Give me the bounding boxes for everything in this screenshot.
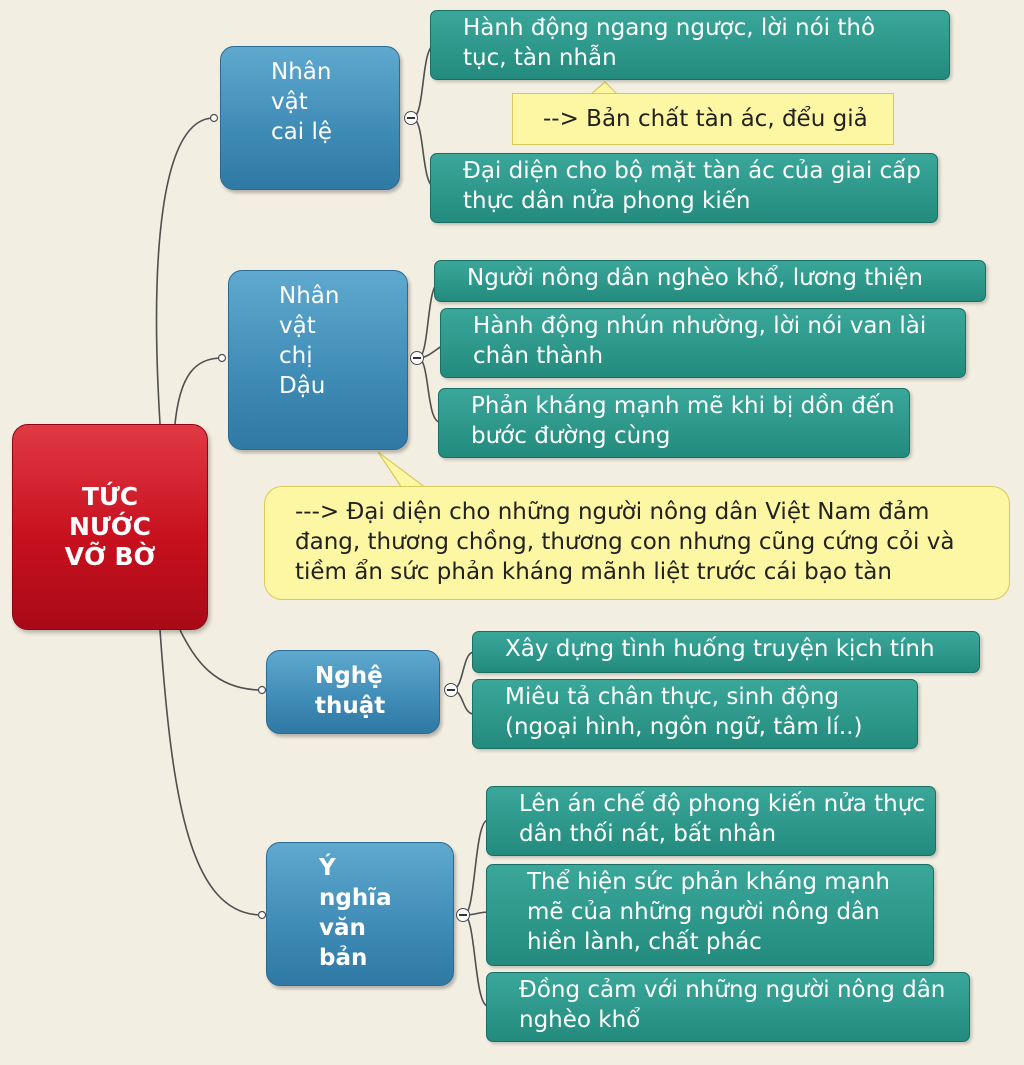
- collapse-chi-dau-button[interactable]: [410, 351, 424, 365]
- collapse-cai-le-button[interactable]: [404, 111, 418, 125]
- root-topic[interactable]: [12, 424, 208, 630]
- branch-nghe-thuat[interactable]: [266, 650, 440, 734]
- note-chi-dau[interactable]: ---> Đại diện cho những người nông dân Việt Nam đảm đang, thương chồng, thương con nhưng cũng cứng cỏi và tiềm ẩn sức phản kháng mãnh liệt trước cái bạo tàn: [264, 486, 1010, 600]
- branch-cai-le-label: Nhân vật cai lệ: [271, 59, 332, 145]
- leaf-cai-le-dai-dien[interactable]: Đại diện cho bộ mặt tàn ác của giai cấp thực dân nửa phong kiến: [430, 153, 938, 223]
- leaf-nghe-thuat-mieu-ta[interactable]: Miêu tả chân thực, sinh động (ngoại hình, ngôn ngữ, tâm lí..): [472, 679, 918, 749]
- root-title: TỨC NƯỚC VỠ BỜ: [64, 482, 156, 571]
- collapse-y-nghia-button[interactable]: [456, 908, 470, 922]
- leaf-y-nghia-dong-cam[interactable]: Đồng cảm với những người nông dân nghèo khổ: [486, 972, 970, 1042]
- leaf-y-nghia-the-hien[interactable]: Thể hiện sức phản kháng mạnh mẽ của những người nông dân hiền lành, chất phác: [486, 864, 934, 966]
- branch-chi-dau[interactable]: [228, 270, 408, 450]
- branch-cai-le[interactable]: [220, 46, 400, 190]
- leaf-nghe-thuat-tinh-huong[interactable]: Xây dựng tình huống truyện kịch tính: [472, 631, 980, 673]
- leaf-y-nghia-len-an[interactable]: Lên án chế độ phong kiến nửa thực dân thối nát, bất nhân: [486, 786, 936, 856]
- branch-y-nghia[interactable]: [266, 842, 454, 986]
- leaf-chi-dau-phan-khang[interactable]: Phản kháng mạnh mẽ khi bị dồn đến bước đường cùng: [438, 388, 910, 458]
- leaf-chi-dau-hanh-dong[interactable]: Hành động nhún nhường, lời nói van lài chân thành: [440, 308, 966, 378]
- note-cai-le[interactable]: --> Bản chất tàn ác, đểu giả: [512, 93, 894, 145]
- collapse-nghe-thuat-button[interactable]: [444, 683, 458, 697]
- leaf-chi-dau-nong-dan[interactable]: Người nông dân nghèo khổ, lương thiện: [434, 260, 986, 302]
- leaf-cai-le-hanh-dong[interactable]: Hành động ngang ngược, lời nói thô tục, tàn nhẫn: [430, 10, 950, 80]
- branch-chi-dau-label: Nhân vật chị Dậu: [279, 283, 340, 399]
- branch-y-nghia-label: Ý nghĩa văn bản: [319, 855, 392, 971]
- branch-nghe-thuat-label: Nghệ thuật: [315, 663, 386, 719]
